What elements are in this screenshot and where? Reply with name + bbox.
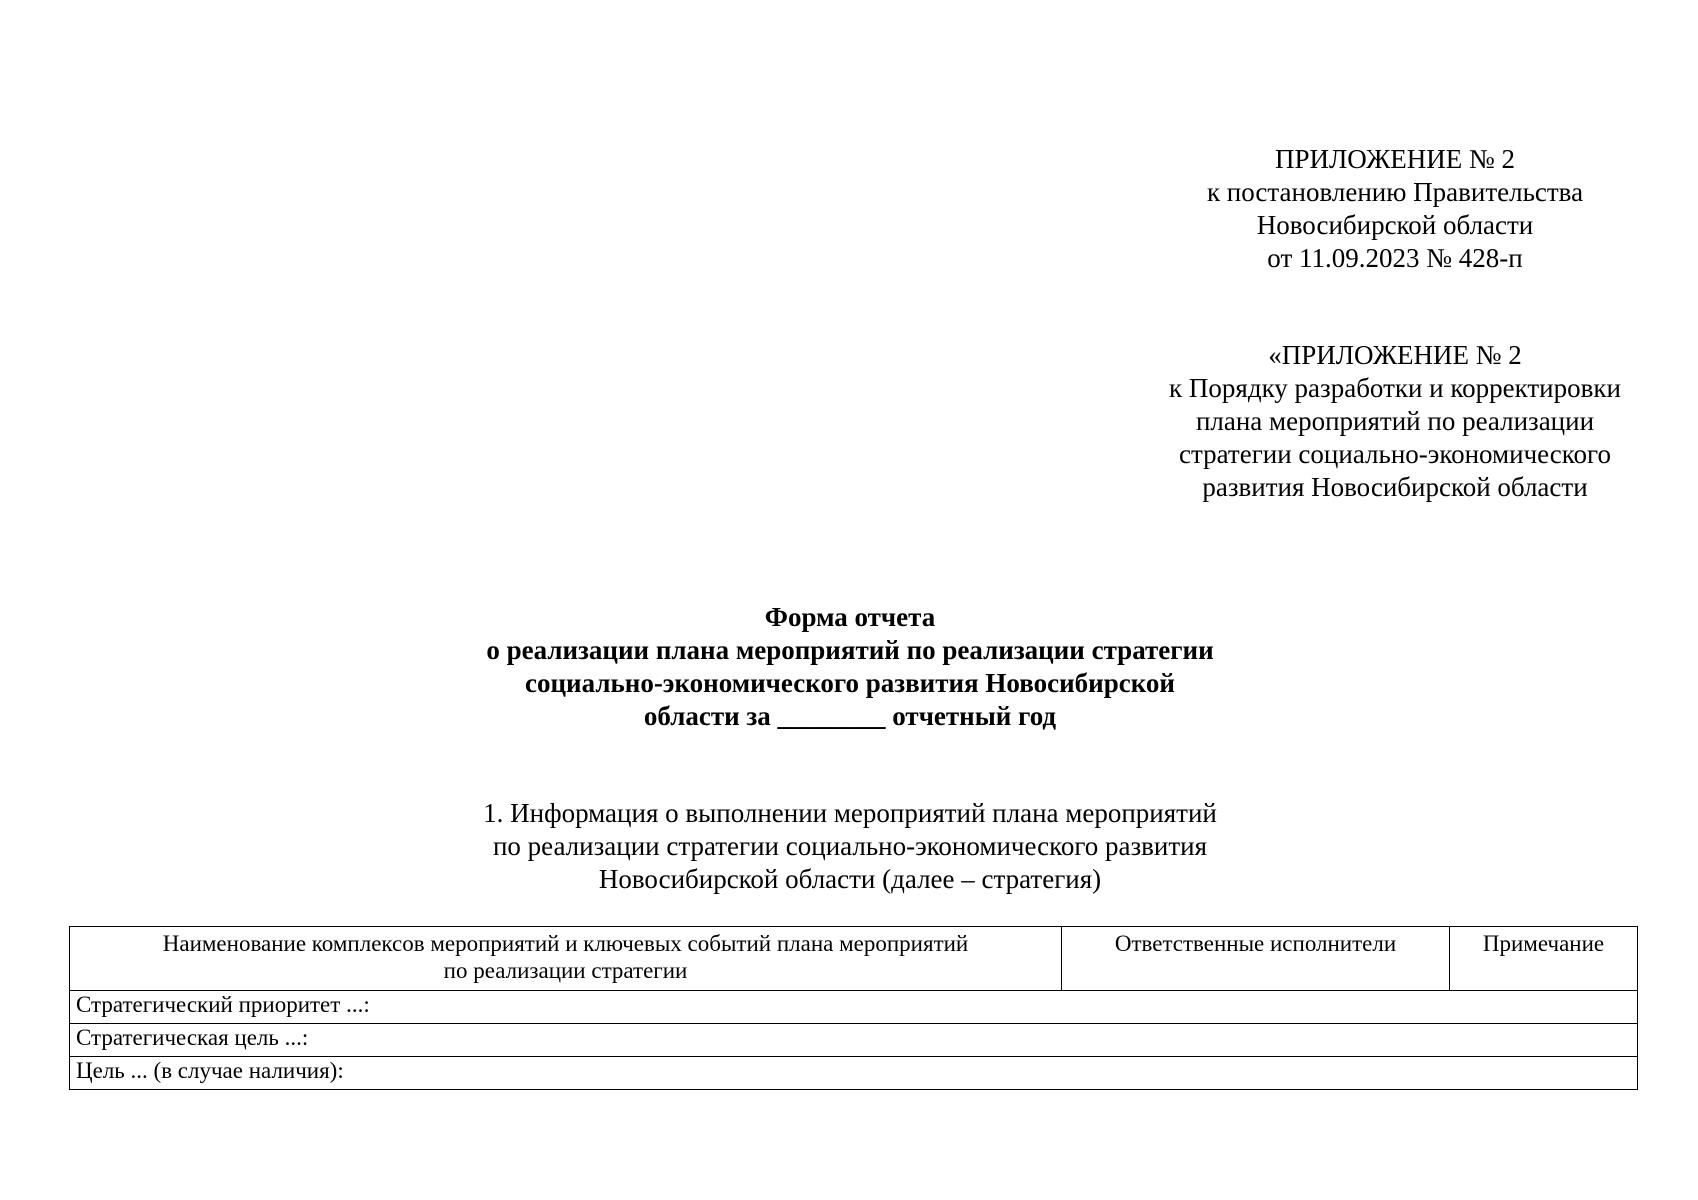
form-title (300, 601, 1400, 733)
appendix-date-number: от 11.09.2023 № 428-п (1267, 243, 1523, 273)
table-row (70, 1057, 1638, 1090)
inner-appendix-number: «ПРИЛОЖЕНИЕ № 2 (1268, 340, 1522, 370)
strategic-priority-row: Стратегический приоритет ...: (70, 991, 1638, 1024)
report-table (69, 926, 1638, 1090)
column-header-line: Наименование комплексов мероприятий и ключевых событий плана мероприятий (162, 931, 969, 956)
form-title-line: области за ________ отчетный год (643, 701, 1057, 731)
section-heading (300, 797, 1400, 896)
form-title-line: о реализации плана мероприятий по реализации стратегии (486, 635, 1214, 665)
table-row (70, 991, 1638, 1024)
inner-appendix-ref-line: стратегии социально-экономического (1179, 439, 1611, 469)
inner-appendix-ref-line: к Порядку разработки и корректировки (1169, 373, 1621, 403)
column-header-line: Ответственные исполнители (1114, 931, 1397, 956)
appendix-ref-line: к постановлению Правительства (1206, 177, 1584, 207)
section-heading-line: Новосибирской области (далее – стратегия) (598, 864, 1102, 894)
section-heading-line: по реализации стратегии социально-экономического развития (492, 831, 1208, 861)
table-row (70, 1024, 1638, 1057)
table-header-row (70, 927, 1638, 991)
section-heading-line: 1. Информация о выполнении мероприятий плана мероприятий (483, 798, 1217, 828)
column-header-line: по реализации стратегии (443, 958, 688, 983)
column-header-activities (70, 927, 1062, 991)
inner-appendix-ref-line: развития Новосибирской области (1202, 472, 1588, 502)
form-title-line: социально-экономического развития Новосибирской (525, 668, 1175, 698)
form-title-line: Форма отчета (764, 602, 936, 632)
strategic-goal-row: Стратегическая цель ...: (70, 1024, 1638, 1057)
column-header-line: Примечание (1482, 931, 1605, 956)
inner-appendix-header (1120, 339, 1670, 504)
column-header-note (1450, 927, 1638, 991)
goal-row: Цель ... (в случае наличия): (70, 1057, 1638, 1090)
appendix-ref-line: Новосибирской области (1256, 210, 1534, 240)
inner-appendix-ref-line: плана мероприятий по реализации (1195, 406, 1595, 436)
appendix-number: ПРИЛОЖЕНИЕ № 2 (1274, 144, 1516, 174)
appendix-header (1130, 143, 1660, 275)
column-header-executors (1062, 927, 1450, 991)
